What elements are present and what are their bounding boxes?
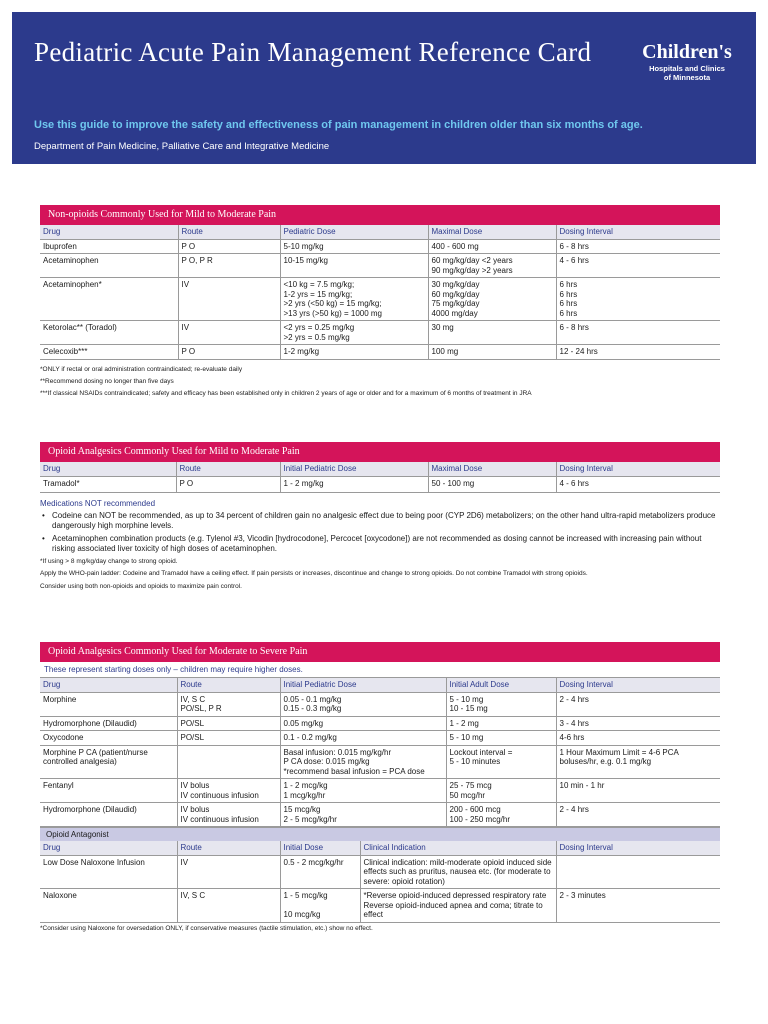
column-header: Route bbox=[178, 225, 280, 239]
opioid-mild-notes bbox=[40, 557, 720, 592]
max-dose-cell: 60 mg/kg/day <2 years 90 mg/kg/day >2 years bbox=[428, 254, 556, 278]
note-text: Apply the WHO-pain ladder: Codeine and Tramadol have a ceiling effect. If pain persists or increases, discontinue and change to strong opioids. Do not combine Tramadol with strong opioids. bbox=[40, 570, 588, 577]
adult-dose-cell: 25 - 75 mcg 50 mcg/hr bbox=[446, 779, 556, 803]
adult-dose-cell: 200 - 600 mcg 100 - 250 mcg/hr bbox=[446, 803, 556, 827]
interval-cell: 4 - 6 hrs bbox=[556, 254, 720, 278]
column-header: Dosing Interval bbox=[556, 462, 720, 476]
column-header: Initial Pediatric Dose bbox=[280, 678, 446, 692]
table-header-row bbox=[40, 462, 720, 476]
dose-cell: 5-10 mg/kg bbox=[280, 239, 428, 254]
drug-cell: Tramadol* bbox=[40, 476, 176, 492]
table-row bbox=[40, 889, 720, 923]
dose-cell: 0.05 - 0.1 mg/kg 0.15 - 0.3 mg/kg bbox=[280, 692, 446, 716]
table-row bbox=[40, 803, 720, 827]
route-cell: P O bbox=[176, 476, 280, 492]
dose-cell: 15 mcg/kg 2 - 5 mcg/kg/hr bbox=[280, 803, 446, 827]
opioid-severe-section bbox=[40, 642, 720, 932]
opioid-severe-title: Opioid Analgesics Commonly Used for Moderate to Severe Pain bbox=[40, 642, 720, 662]
route-cell: IV bolus IV continuous infusion bbox=[177, 803, 280, 827]
dose-cell: Basal infusion: 0.015 mg/kg/hr P CA dose: 0.015 mg/kg *recommend basal infusion = PCA dose bbox=[280, 745, 446, 779]
drug-cell: Celecoxib*** bbox=[40, 345, 178, 360]
nonopioid-footnotes bbox=[40, 364, 720, 400]
drug-cell: Hydromorphone (Dilaudid) bbox=[40, 716, 177, 731]
page-title: Pediatric Acute Pain Management Reference Card bbox=[34, 37, 592, 67]
childrens-logo bbox=[632, 40, 742, 104]
indication-cell: *Reverse opioid-induced depressed respiratory rate Reverse opioid-induced apnea and coma; titrate to effect bbox=[360, 889, 556, 923]
bullet-item bbox=[40, 511, 720, 531]
route-cell: P O bbox=[178, 239, 280, 254]
table-row bbox=[40, 855, 720, 889]
footnote: ***If classical NSAIDs contraindicated; safety and efficacy has been established only in children 2 years of age or older and for a maximum of 6 months of treatment in JRA bbox=[40, 389, 532, 397]
page-subtitle: Use this guide to improve the safety and effectiveness of pain management in children older than six months of age. bbox=[34, 119, 643, 131]
table-header-row bbox=[40, 678, 720, 692]
opioid-antagonist-table bbox=[40, 841, 720, 923]
dose-cell: 1-2 mg/kg bbox=[280, 345, 428, 360]
interval-cell: 6 hrs 6 hrs 6 hrs 6 hrs bbox=[556, 278, 720, 321]
route-cell: IV bolus IV continuous infusion bbox=[177, 779, 280, 803]
header-banner bbox=[12, 12, 756, 164]
logo-name: Children's bbox=[642, 41, 732, 63]
interval-cell: 6 - 8 hrs bbox=[556, 321, 720, 345]
column-header: Initial Adult Dose bbox=[446, 678, 556, 692]
logo-sub-line-1: Hospitals and Clinics bbox=[649, 64, 725, 73]
opioid-mild-table bbox=[40, 462, 720, 493]
column-header: Pediatric Dose bbox=[280, 225, 428, 239]
route-cell: IV, S C bbox=[177, 889, 280, 923]
max-dose-cell: 100 mg bbox=[428, 345, 556, 360]
route-cell: IV bbox=[177, 855, 280, 889]
column-header: Drug bbox=[40, 841, 177, 855]
interval-cell: 2 - 4 hrs bbox=[556, 692, 720, 716]
interval-cell: 10 min - 1 hr bbox=[556, 779, 720, 803]
drug-cell: Acetaminophen bbox=[40, 254, 178, 278]
dose-cell: 1 - 5 mcg/kg 10 mcg/kg bbox=[280, 889, 360, 923]
nonopioid-table bbox=[40, 225, 720, 360]
interval-cell: 3 - 4 hrs bbox=[556, 716, 720, 731]
interval-cell: 12 - 24 hrs bbox=[556, 345, 720, 360]
column-header: Initial Dose bbox=[280, 841, 360, 855]
table-row bbox=[40, 278, 720, 321]
table-row bbox=[40, 716, 720, 731]
adult-dose-cell: 5 - 10 mg bbox=[446, 731, 556, 746]
bullet-text: Codeine can NOT be recommended, as up to 34 percent of children gain no analgesic effect due to being poor (CYP 2D6) metabolizers; on the other hand ultra-rapid metabolizers produce dangerously high morphine levels. bbox=[52, 510, 716, 530]
drug-cell: Oxycodone bbox=[40, 731, 177, 746]
dose-cell: 0.5 - 2 mcg/kg/hr bbox=[280, 855, 360, 889]
column-header: Route bbox=[177, 841, 280, 855]
drug-cell: Ibuprofen bbox=[40, 239, 178, 254]
column-header: Drug bbox=[40, 225, 178, 239]
drug-cell: Fentanyl bbox=[40, 779, 177, 803]
bullet-text: Acetaminophen combination products (e.g. Tylenol #3, Vicodin [hydrocodone], Percocet [oxycodone]) are not recommended as dosing cannot be increased with increasing pain without risking associated liver toxicity of high doses of acetaminophen. bbox=[52, 533, 702, 553]
column-header: Dosing Interval bbox=[556, 225, 720, 239]
starting-doses-note: These represent starting doses only – children may require higher doses. bbox=[40, 662, 720, 678]
route-cell: P O bbox=[178, 345, 280, 360]
table-row bbox=[40, 745, 720, 779]
table-row bbox=[40, 731, 720, 746]
adult-dose-cell: 5 - 10 mg 10 - 15 mg bbox=[446, 692, 556, 716]
interval-cell: 4 - 6 hrs bbox=[556, 476, 720, 492]
table-header-row bbox=[40, 841, 720, 855]
indication-cell: Clinical indication: mild-moderate opioid induced side effects such as pruritus, nausea etc. (for moderate to severe: opioid rotation) bbox=[360, 855, 556, 889]
footnote: *ONLY if rectal or oral administration contraindicated; re-evaluate daily bbox=[40, 365, 243, 373]
max-dose-cell: 30 mg/kg/day 60 mg/kg/day 75 mg/kg/day 4000 mg/day bbox=[428, 278, 556, 321]
dose-cell: 1 - 2 mg/kg bbox=[280, 476, 428, 492]
column-header: Route bbox=[176, 462, 280, 476]
footnote: **Recommend dosing no longer than five days bbox=[40, 377, 174, 385]
dose-cell: <10 kg = 7.5 mg/kg; 1-2 yrs = 15 mg/kg; >2 yrs (<50 kg) = 15 mg/kg; >13 yrs (>50 kg) = 1000 mg bbox=[280, 278, 428, 321]
opioid-severe-table bbox=[40, 678, 720, 827]
drug-cell: Hydromorphone (Dilaudid) bbox=[40, 803, 177, 827]
table-row bbox=[40, 321, 720, 345]
column-header: Maximal Dose bbox=[428, 462, 556, 476]
table-row bbox=[40, 476, 720, 492]
route-cell: IV bbox=[178, 321, 280, 345]
opioid-mild-section bbox=[40, 442, 720, 591]
drug-cell: Low Dose Naloxone Infusion bbox=[40, 855, 177, 889]
column-header: Drug bbox=[40, 462, 176, 476]
route-cell: P O, P R bbox=[178, 254, 280, 278]
route-cell: IV, S C PO/SL, P R bbox=[177, 692, 280, 716]
table-row bbox=[40, 239, 720, 254]
route-cell bbox=[177, 745, 280, 779]
interval-cell: 2 - 3 minutes bbox=[556, 889, 720, 923]
nonopioid-section bbox=[40, 205, 720, 400]
column-header: Drug bbox=[40, 678, 177, 692]
column-header: Route bbox=[177, 678, 280, 692]
drug-cell: Naloxone bbox=[40, 889, 177, 923]
interval-cell: 1 Hour Maximum Limit = 4-6 PCA boluses/hr, e.g. 0.1 mg/kg bbox=[556, 745, 720, 779]
not-recommended-heading: Medications NOT recommended bbox=[40, 498, 156, 508]
note-text: Consider using both non-opioids and opioids to maximize pain control. bbox=[40, 582, 242, 590]
table-row bbox=[40, 345, 720, 360]
department-name: Department of Pain Medicine, Palliative Care and Integrative Medicine bbox=[34, 141, 330, 152]
column-header: Maximal Dose bbox=[428, 225, 556, 239]
note-text: *If using > 8 mg/kg/day change to strong opioid. bbox=[40, 557, 178, 565]
drug-cell: Acetaminophen* bbox=[40, 278, 178, 321]
route-cell: PO/SL bbox=[177, 716, 280, 731]
adult-dose-cell: Lockout interval = 5 - 10 minutes bbox=[446, 745, 556, 779]
column-header: Dosing Interval bbox=[556, 841, 720, 855]
interval-cell: 2 - 4 hrs bbox=[556, 803, 720, 827]
max-dose-cell: 30 mg bbox=[428, 321, 556, 345]
logo-sub-line-2: of Minnesota bbox=[663, 73, 711, 82]
drug-cell: Ketorolac** (Toradol) bbox=[40, 321, 178, 345]
column-header: Initial Pediatric Dose bbox=[280, 462, 428, 476]
route-cell: IV bbox=[178, 278, 280, 321]
dose-cell: <2 yrs = 0.25 mg/kg >2 yrs = 0.5 mg/kg bbox=[280, 321, 428, 345]
column-header: Dosing Interval bbox=[556, 678, 720, 692]
max-dose-cell: 50 - 100 mg bbox=[428, 476, 556, 492]
dose-cell: 0.1 - 0.2 mg/kg bbox=[280, 731, 446, 746]
interval-cell: 6 - 8 hrs bbox=[556, 239, 720, 254]
opioid-mild-title: Opioid Analgesics Commonly Used for Mild to Moderate Pain bbox=[40, 442, 720, 462]
opioid-antagonist-heading: Opioid Antagonist bbox=[40, 827, 720, 841]
table-header-row bbox=[40, 225, 720, 239]
bullet-item bbox=[40, 534, 720, 554]
bullet-dot-icon: • bbox=[42, 533, 45, 543]
drug-cell: Morphine P CA (patient/nurse controlled analgesia) bbox=[40, 745, 177, 779]
adult-dose-cell: 1 - 2 mg bbox=[446, 716, 556, 731]
dose-cell: 1 - 2 mcg/kg 1 mcg/kg/hr bbox=[280, 779, 446, 803]
table-row bbox=[40, 692, 720, 716]
dose-cell: 10-15 mg/kg bbox=[280, 254, 428, 278]
column-header: Clinical Indication bbox=[360, 841, 556, 855]
dose-cell: 0.05 mg/kg bbox=[280, 716, 446, 731]
nonopioid-title: Non-opioids Commonly Used for Mild to Moderate Pain bbox=[40, 205, 720, 225]
bullet-dot-icon: • bbox=[42, 510, 45, 520]
max-dose-cell: 400 - 600 mg bbox=[428, 239, 556, 254]
table-row bbox=[40, 779, 720, 803]
interval-cell bbox=[556, 855, 720, 889]
table-row bbox=[40, 254, 720, 278]
interval-cell: 4-6 hrs bbox=[556, 731, 720, 746]
route-cell: PO/SL bbox=[177, 731, 280, 746]
drug-cell: Morphine bbox=[40, 692, 177, 716]
antagonist-footnote: *Consider using Naloxone for oversedation ONLY, if conservative measures (tactile stimulation, etc.) show no effect. bbox=[40, 924, 373, 932]
